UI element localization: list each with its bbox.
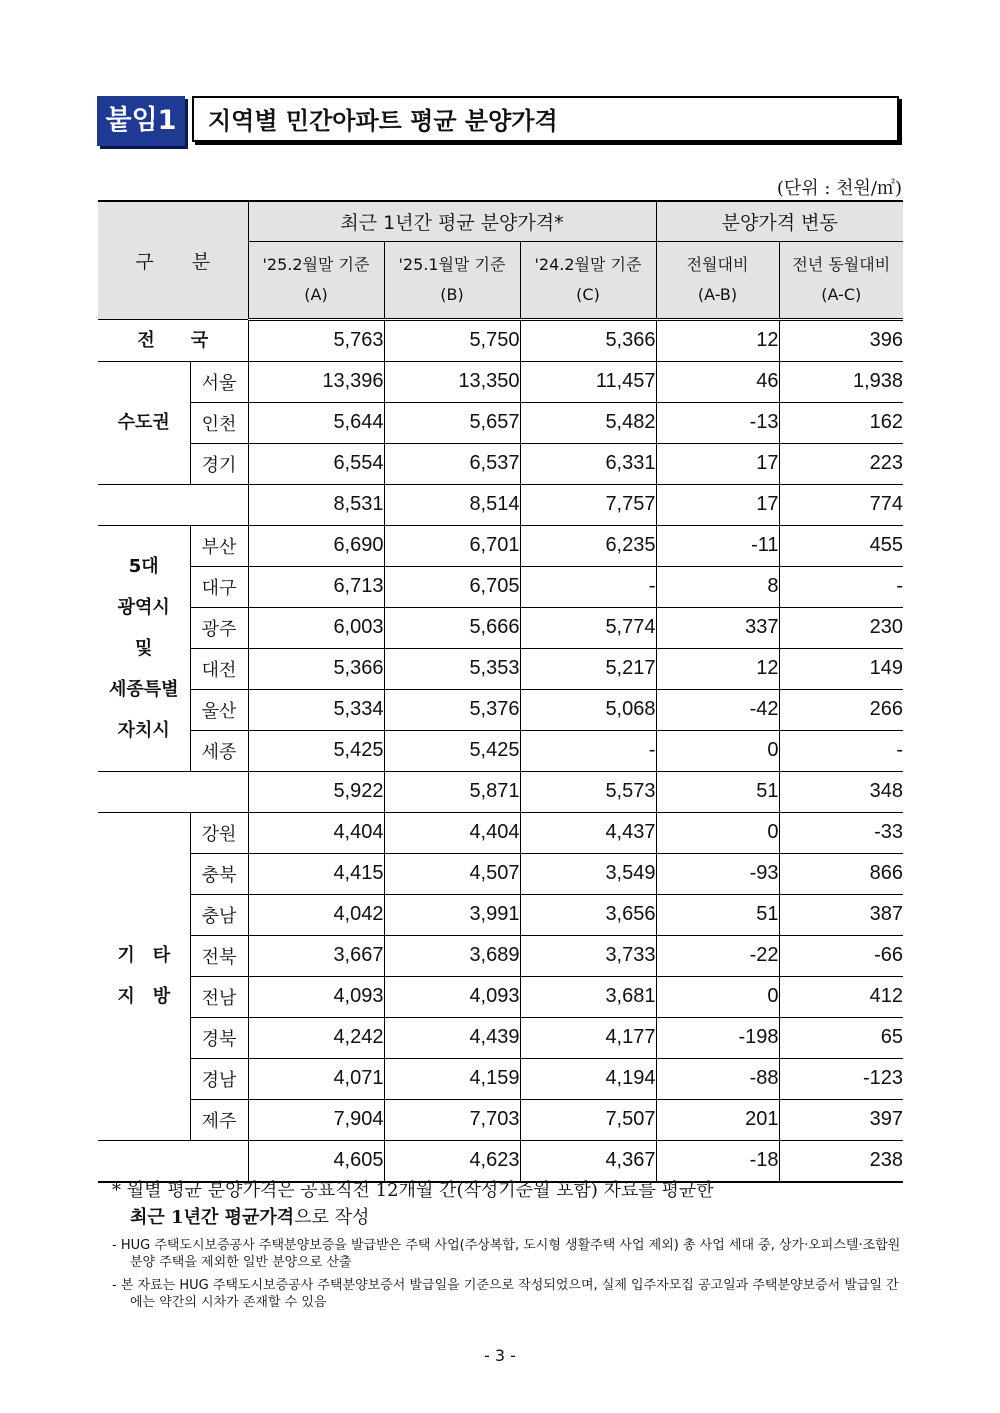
header-col-b: '25.1월말 기준 (B) <box>384 241 520 319</box>
cell-value: - <box>779 730 903 771</box>
cell-value: 5,366 <box>520 319 656 361</box>
region-name: 제주 <box>190 1099 248 1140</box>
page-title: 지역별 민간아파트 평균 분양가격 <box>192 96 899 142</box>
table-row-subtotal <box>98 1140 903 1182</box>
table-row <box>98 853 903 894</box>
table-row <box>98 1099 903 1140</box>
row-label: 전 국 <box>98 319 248 361</box>
subtotal-blank <box>98 771 248 812</box>
cell-value: 866 <box>779 853 903 894</box>
cell-value: 266 <box>779 689 903 730</box>
cell-value: 4,439 <box>384 1017 520 1058</box>
cell-value: 5,366 <box>248 648 384 689</box>
cell-value: 4,093 <box>248 976 384 1017</box>
cell-value: 149 <box>779 648 903 689</box>
subtotal-value: 4,605 <box>248 1140 384 1182</box>
region-name: 전남 <box>190 976 248 1017</box>
cell-value: 17 <box>656 443 779 484</box>
group-label: 5대 광역시 및 세종특별 자치시 <box>98 525 190 771</box>
cell-value: 3,689 <box>384 935 520 976</box>
footnote-sub-1: - HUG 주택도시보증공사 주택분양보증을 발급받은 주택 사업(주상복합, 도시형 생활주택 사업 제외) 총 사업 세대 중, 상가·오피스텔·조합원 분양 주택을 제외한 일반 분양으로 산출 <box>112 1238 901 1270</box>
price-table <box>98 200 903 1183</box>
cell-value: -22 <box>656 935 779 976</box>
cell-value: 0 <box>656 730 779 771</box>
cell-value: 230 <box>779 607 903 648</box>
cell-value: 1,938 <box>779 361 903 402</box>
footnote-sub-2: - 본 자료는 HUG 주택도시보증공사 주택분양보증서 발급일을 기준으로 작성되었으며, 실제 입주자모집 공고일과 주택분양보증서 발급일 간에는 약간의 시차가 존재할 수 있음 <box>112 1278 899 1310</box>
cell-value: -33 <box>779 812 903 853</box>
table-row <box>98 894 903 935</box>
header-group-change: 분양가격 변동 <box>656 201 903 241</box>
table-row <box>98 361 903 402</box>
cell-value: 3,549 <box>520 853 656 894</box>
region-name: 강원 <box>190 812 248 853</box>
table-row <box>98 443 903 484</box>
cell-value: 5,763 <box>248 319 384 361</box>
cell-value: 5,666 <box>384 607 520 648</box>
cell-value: -13 <box>656 402 779 443</box>
subtotal-value: 5,573 <box>520 771 656 812</box>
cell-value: 5,334 <box>248 689 384 730</box>
cell-value: 5,657 <box>384 402 520 443</box>
cell-value: 223 <box>779 443 903 484</box>
region-name: 경북 <box>190 1017 248 1058</box>
subtotal-value: 8,514 <box>384 484 520 525</box>
cell-value: 337 <box>656 607 779 648</box>
cell-value: 3,656 <box>520 894 656 935</box>
subtotal-value: -18 <box>656 1140 779 1182</box>
cell-value: 5,774 <box>520 607 656 648</box>
cell-value: 12 <box>656 648 779 689</box>
table-row <box>98 730 903 771</box>
cell-value: 46 <box>656 361 779 402</box>
cell-value: -88 <box>656 1058 779 1099</box>
table-row-subtotal <box>98 771 903 812</box>
cell-value: 412 <box>779 976 903 1017</box>
cell-value: 6,235 <box>520 525 656 566</box>
header-gubun: 구 분 <box>98 201 248 319</box>
region-name: 부산 <box>190 525 248 566</box>
cell-value: 65 <box>779 1017 903 1058</box>
subtotal-value: 17 <box>656 484 779 525</box>
cell-value: 4,404 <box>248 812 384 853</box>
region-name: 경기 <box>190 443 248 484</box>
table-row <box>98 689 903 730</box>
region-name: 서울 <box>190 361 248 402</box>
cell-value: 0 <box>656 976 779 1017</box>
cell-value: 5,217 <box>520 648 656 689</box>
subtotal-value: 51 <box>656 771 779 812</box>
subtotal-value: 5,871 <box>384 771 520 812</box>
region-name: 세종 <box>190 730 248 771</box>
cell-value: 6,713 <box>248 566 384 607</box>
table-row-subtotal <box>98 484 903 525</box>
cell-value: 4,071 <box>248 1058 384 1099</box>
cell-value: -42 <box>656 689 779 730</box>
cell-value: 4,042 <box>248 894 384 935</box>
title-block <box>97 96 903 146</box>
group-label: 기 타 지 방 <box>98 812 190 1140</box>
subtotal-value: 774 <box>779 484 903 525</box>
cell-value: 4,194 <box>520 1058 656 1099</box>
cell-value: 162 <box>779 402 903 443</box>
cell-value: 7,507 <box>520 1099 656 1140</box>
table-row <box>98 976 903 1017</box>
cell-value: 12 <box>656 319 779 361</box>
subtotal-value: 5,922 <box>248 771 384 812</box>
cell-value: - <box>520 730 656 771</box>
group-label: 수도권 <box>98 361 190 484</box>
cell-value: 0 <box>656 812 779 853</box>
cell-value: 397 <box>779 1099 903 1140</box>
table-row <box>98 1017 903 1058</box>
cell-value: 5,068 <box>520 689 656 730</box>
unit-label: (단위 : 천원/㎡) <box>776 178 902 199</box>
cell-value: 387 <box>779 894 903 935</box>
cell-value: 4,177 <box>520 1017 656 1058</box>
subtotal-value: 8,531 <box>248 484 384 525</box>
cell-value: 4,242 <box>248 1017 384 1058</box>
subtotal-value: 238 <box>779 1140 903 1182</box>
table-row <box>98 525 903 566</box>
cell-value: 13,396 <box>248 361 384 402</box>
cell-value: 5,425 <box>384 730 520 771</box>
cell-value: - <box>520 566 656 607</box>
cell-value: 6,705 <box>384 566 520 607</box>
cell-value: -93 <box>656 853 779 894</box>
subtotal-blank <box>98 484 248 525</box>
cell-value: 455 <box>779 525 903 566</box>
cell-value: 5,425 <box>248 730 384 771</box>
cell-value: 5,376 <box>384 689 520 730</box>
cell-value: 6,690 <box>248 525 384 566</box>
subtotal-value: 4,367 <box>520 1140 656 1182</box>
region-name: 대전 <box>190 648 248 689</box>
cell-value: 6,331 <box>520 443 656 484</box>
cell-value: 6,554 <box>248 443 384 484</box>
cell-value: 7,703 <box>384 1099 520 1140</box>
cell-value: 3,681 <box>520 976 656 1017</box>
cell-value: 3,667 <box>248 935 384 976</box>
table-row <box>98 1058 903 1099</box>
page-number: - 3 - <box>484 1346 516 1365</box>
subtotal-value: 348 <box>779 771 903 812</box>
table-row <box>98 648 903 689</box>
subtotal-value: 4,623 <box>384 1140 520 1182</box>
cell-value: 51 <box>656 894 779 935</box>
table-row-national <box>98 319 903 361</box>
cell-value: 6,003 <box>248 607 384 648</box>
cell-value: 5,353 <box>384 648 520 689</box>
region-name: 인천 <box>190 402 248 443</box>
cell-value: -66 <box>779 935 903 976</box>
table-row <box>98 566 903 607</box>
cell-value: 5,644 <box>248 402 384 443</box>
cell-value: 4,093 <box>384 976 520 1017</box>
table-row <box>98 935 903 976</box>
cell-value: 8 <box>656 566 779 607</box>
cell-value: 6,701 <box>384 525 520 566</box>
cell-value: 7,904 <box>248 1099 384 1140</box>
cell-value: 4,507 <box>384 853 520 894</box>
footnote-main: * 월별 평균 분양가격은 공표직전 12개월 간(작성기준월 포함) 자료를 평균한 최근 1년간 평균가격으로 작성 <box>112 1180 714 1228</box>
cell-value: 4,404 <box>384 812 520 853</box>
header-col-a: '25.2월말 기준 (A) <box>248 241 384 319</box>
header-col-c: '24.2월말 기준 (C) <box>520 241 656 319</box>
region-name: 충북 <box>190 853 248 894</box>
cell-value: 5,750 <box>384 319 520 361</box>
footnotes <box>112 1177 902 1311</box>
table-row <box>98 607 903 648</box>
table-body <box>98 319 903 1182</box>
cell-value: 11,457 <box>520 361 656 402</box>
cell-value: 13,350 <box>384 361 520 402</box>
cell-value: 5,482 <box>520 402 656 443</box>
cell-value: 4,437 <box>520 812 656 853</box>
region-name: 광주 <box>190 607 248 648</box>
cell-value: -123 <box>779 1058 903 1099</box>
region-name: 울산 <box>190 689 248 730</box>
cell-value: - <box>779 566 903 607</box>
cell-value: -11 <box>656 525 779 566</box>
region-name: 경남 <box>190 1058 248 1099</box>
cell-value: -198 <box>656 1017 779 1058</box>
cell-value: 396 <box>779 319 903 361</box>
header-group-avg-price: 최근 1년간 평균 분양가격* <box>248 201 656 241</box>
cell-value: 4,415 <box>248 853 384 894</box>
cell-value: 3,991 <box>384 894 520 935</box>
header-col-yoy: 전년 동월대비 (A-C) <box>779 241 903 319</box>
table-row <box>98 812 903 853</box>
cell-value: 4,159 <box>384 1058 520 1099</box>
table-row <box>98 402 903 443</box>
cell-value: 6,537 <box>384 443 520 484</box>
cell-value: 201 <box>656 1099 779 1140</box>
region-name: 전북 <box>190 935 248 976</box>
header-col-mom: 전월대비 (A-B) <box>656 241 779 319</box>
region-name: 대구 <box>190 566 248 607</box>
subtotal-blank <box>98 1140 248 1182</box>
attachment-badge: 붙임1 <box>97 96 185 146</box>
cell-value: 3,733 <box>520 935 656 976</box>
region-name: 충남 <box>190 894 248 935</box>
subtotal-value: 7,757 <box>520 484 656 525</box>
